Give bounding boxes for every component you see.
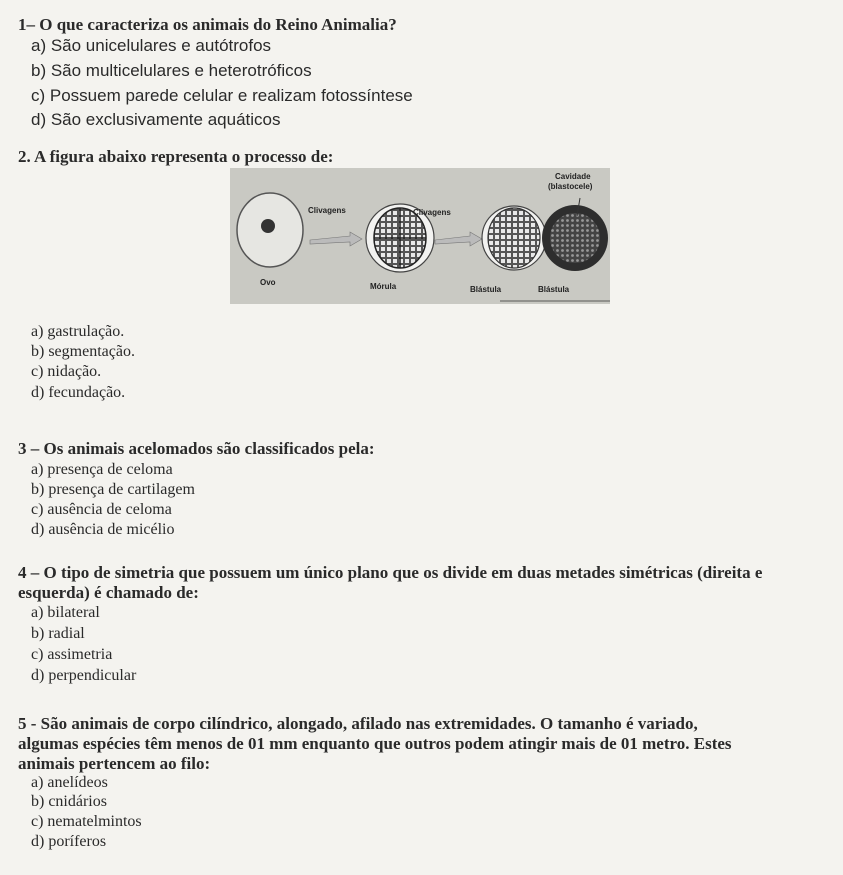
- label-blastula-2: Blástula: [538, 285, 570, 294]
- question-5-line-1: 5 - São animais de corpo cilíndrico, alongado, afilado nas extremidades. O tamanho é variado,: [18, 714, 698, 733]
- q5-option-d: d) poríferos: [31, 833, 107, 850]
- question-1-text: 1– O que caracteriza os animais do Reino Animalia?: [18, 15, 397, 34]
- q3-option-d: d) ausência de micélio: [31, 521, 175, 538]
- question-4-line-1: 4 – O tipo de simetria que possuem um único plano que os divide em duas metades simétricas (direita e: [18, 563, 763, 582]
- q2-option-c: c) nidação.: [31, 363, 102, 380]
- question-5-line-3: animais pertencem ao filo:: [18, 754, 211, 773]
- q3-option-c: c) ausência de celoma: [31, 501, 172, 518]
- q4-option-a: a) bilateral: [31, 604, 100, 621]
- blastula-1-cells: [488, 208, 540, 268]
- blastula-2-inner: [550, 213, 600, 263]
- q1-option-a: a) São unicelulares e autótrofos: [31, 36, 272, 55]
- label-blastula-1: Blástula: [470, 285, 502, 294]
- label-blastocele: (blastocele): [548, 182, 593, 191]
- q4-option-b: b) radial: [31, 625, 85, 642]
- arrow-2: [435, 232, 482, 246]
- q1-option-b: b) São multicelulares e heterotróficos: [31, 61, 312, 80]
- label-clivagens-1: Clivagens: [308, 206, 346, 215]
- question-5-line-2: algumas espécies têm menos de 01 mm enquanto que outros podem atingir mais de 01 metro. Estes: [18, 734, 732, 753]
- q1-option-d: d) São exclusivamente aquáticos: [31, 110, 281, 129]
- q5-option-b: b) cnidários: [31, 793, 107, 810]
- q3-option-b: b) presença de cartilagem: [31, 481, 195, 498]
- arrow-1: [310, 232, 362, 246]
- label-ovo: Ovo: [260, 278, 276, 287]
- q3-option-a: a) presença de celoma: [31, 461, 173, 478]
- q2-option-a: a) gastrulação.: [31, 323, 125, 340]
- q4-option-c: c) assimetria: [31, 646, 113, 663]
- question-3-text: 3 – Os animais acelomados são classificados pela:: [18, 439, 375, 458]
- q2-option-d: d) fecundação.: [31, 384, 126, 401]
- embryo-development-figure: [230, 168, 610, 304]
- q1-option-c: c) Possuem parede celular e realizam fotossíntese: [31, 86, 413, 105]
- question-2-text: 2. A figura abaixo representa o processo de:: [18, 147, 334, 166]
- label-cavidade: Cavidade: [555, 172, 591, 181]
- q5-option-c: c) nematelmintos: [31, 813, 142, 830]
- egg-nucleus: [261, 219, 275, 233]
- question-4-line-2: esquerda) é chamado de:: [18, 583, 199, 602]
- q4-option-d: d) perpendicular: [31, 667, 137, 684]
- q2-option-b: b) segmentação.: [31, 343, 135, 360]
- q5-option-a: a) anelídeos: [31, 774, 108, 791]
- label-clivagens-2: Clivagens: [413, 208, 451, 217]
- label-morula: Mórula: [370, 282, 397, 291]
